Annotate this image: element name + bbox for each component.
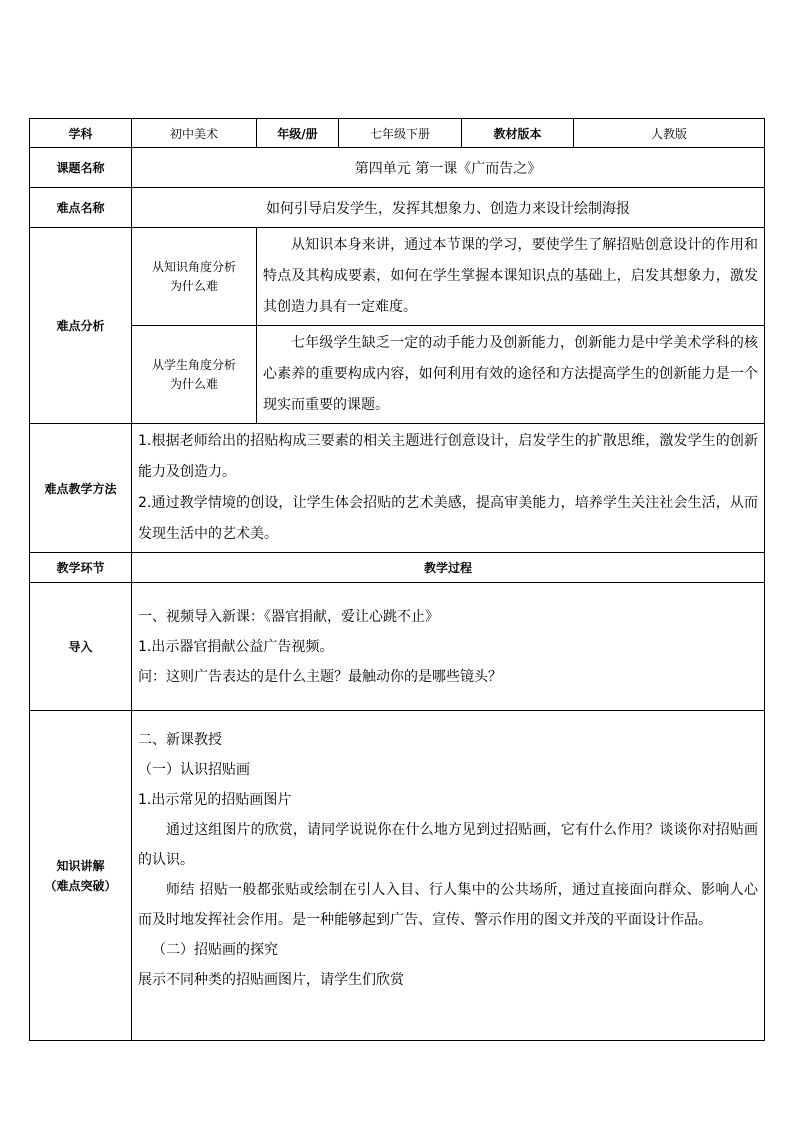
lecture-content <box>132 711 765 1041</box>
header-row <box>30 119 765 148</box>
stage-header: 教学环节 <box>30 553 132 583</box>
student-angle-label-line-2: 为什么难 <box>169 376 218 391</box>
intro-content <box>132 583 765 711</box>
method-item-1: 1.根据老师给出的招贴构成三要素的相关主题进行创意设计，启发学生的扩散思维，激发学生的创新能力及创造力。 <box>138 433 758 480</box>
difficulty-row <box>30 188 765 228</box>
topic-row <box>30 148 765 188</box>
method-content <box>132 424 765 553</box>
lecture-paragraph-2: 师结 招贴一般都张贴或绘制在引人入目、行人集中的公共场所，通过直接面向群众、影响人心而及时地发挥社会作用。是一种能够起到广告、宣传、警示作用的图文并茂的平面设计作品。 <box>138 882 758 928</box>
intro-row <box>30 583 765 711</box>
difficulty-value: 如何引导启发学生，发挥其想象力、创造力来设计绘制海报 <box>132 188 765 228</box>
knowledge-angle-label-line-1: 从知识角度分析 <box>151 259 236 274</box>
analysis-student-row <box>30 326 765 424</box>
lecture-label-line-1: 知识讲解 <box>56 858 105 873</box>
edition-label: 教材版本 <box>462 119 574 148</box>
lecture-row <box>30 711 765 1041</box>
grade-value: 七年级下册 <box>339 119 462 148</box>
topic-value: 第四单元 第一课《广而告之》 <box>132 148 765 188</box>
lecture-line-2: （一）认识招贴画 <box>138 762 250 778</box>
lecture-line-3: 1.出示常见的招贴画图片 <box>138 792 292 808</box>
process-header: 教学过程 <box>132 553 765 583</box>
lecture-line-4: （二）招贴画的探究 <box>152 942 278 958</box>
edition-value: 人教版 <box>574 119 765 148</box>
method-label: 难点教学方法 <box>30 424 132 553</box>
knowledge-angle-text <box>257 228 765 326</box>
student-angle-label-line-1: 从学生角度分析 <box>151 357 236 372</box>
knowledge-angle-label <box>132 228 257 326</box>
method-item-2: 2.通过教学情境的创设，让学生体会招贴的艺术美感，提高审美能力，培养学生关注社会生活，从而发现生活中的艺术美。 <box>138 495 758 542</box>
analysis-knowledge-row <box>30 228 765 326</box>
process-header-row <box>30 553 765 583</box>
lecture-line-1: 二、新课教授 <box>138 732 222 748</box>
student-angle-label <box>132 326 257 424</box>
student-angle-text <box>257 326 765 424</box>
lesson-plan-table <box>29 118 765 1041</box>
knowledge-angle-label-line-2: 为什么难 <box>169 278 218 293</box>
intro-line-3: 问：这则广告表达的是什么主题？最触动你的是哪些镜头？ <box>138 668 502 685</box>
analysis-label: 难点分析 <box>30 228 132 424</box>
student-angle-paragraph: 七年级学生缺乏一定的动手能力及创新能力，创新能力是中学美术学科的核心素养的重要构成内容，如何利用有效的途径和方法提高学生的创新能力是一个现实而重要的课题。 <box>263 335 758 413</box>
topic-label: 课题名称 <box>30 148 132 188</box>
intro-line-2: 1.出示器官捐献公益广告视频。 <box>138 638 334 655</box>
difficulty-label: 难点名称 <box>30 188 132 228</box>
intro-line-1: 一、视频导入新课：《器官捐献，爱让心跳不止》 <box>138 608 439 625</box>
lecture-label-line-2: （难点突破） <box>44 878 117 893</box>
subject-label: 学科 <box>30 119 132 148</box>
grade-label: 年级/册 <box>257 119 339 148</box>
intro-label: 导入 <box>30 583 132 711</box>
lecture-label <box>30 711 132 1041</box>
method-row <box>30 424 765 553</box>
lecture-paragraph-1: 通过这组图片的欣赏，请同学说说你在什么地方见到过招贴画，它有什么作用？谈谈你对招贴画的认识。 <box>138 822 758 868</box>
knowledge-angle-paragraph: 从知识本身来讲，通过本节课的学习，要使学生了解招贴创意设计的作用和特点及其构成要素，如何在学生掌握本课知识点的基础上，启发其想象力，激发其创造力具有一定难度。 <box>263 237 758 315</box>
subject-value: 初中美术 <box>132 119 257 148</box>
lecture-line-5: 展示不同种类的招贴画图片，请学生们欣赏 <box>138 972 404 988</box>
